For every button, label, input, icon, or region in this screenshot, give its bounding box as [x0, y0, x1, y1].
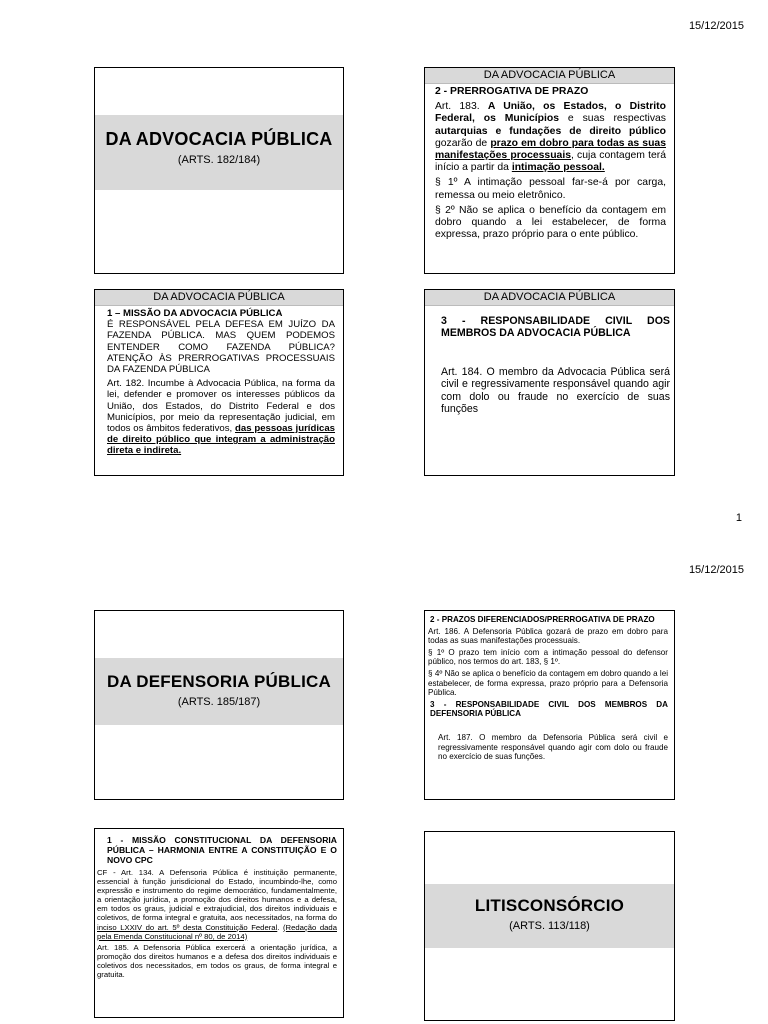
title-band [425, 884, 674, 948]
cf-redacao-link[interactable]: (Redação dada pela Emenda Constitucional nº 80, de 2014) [97, 922, 337, 941]
slide-defensoria-title [94, 610, 344, 800]
slide-advocacia-title [94, 67, 344, 274]
paragraph-1: § 1º O prazo tem início com a intimação pessoal do defensor público, nos termos do art. 183, § 1º. [428, 647, 668, 667]
page-number: 1 [735, 512, 742, 524]
title-band [95, 115, 343, 190]
slide-title: DA DEFENSORIA PÚBLICA [107, 672, 331, 691]
slide-litisconsorcio-title [424, 831, 675, 1021]
slide-responsabilidade-advocacia [424, 289, 675, 476]
slide-header: DA ADVOCACIA PÚBLICA [425, 290, 674, 306]
art-autarquias: autarquias e fundações de direito público [435, 125, 666, 137]
cf-art-134-text [97, 868, 337, 941]
slide-header: DA ADVOCACIA PÚBLICA [425, 68, 674, 84]
art-prazo-emphasis: prazo em dobro para todas as suas manifestações processuais [435, 137, 666, 162]
page-date: 15/12/2015 [688, 20, 744, 32]
art-184-text: Art. 184. O membro da Advocacia Pública será civil e regressivamente responsável quando agir com dolo ou fraude no exercício de suas funções [441, 365, 670, 416]
section-heading: 3 - RESPONSABILIDADE CIVIL DOS MEMBROS DA ADVOCACIA PÚBLICA [441, 315, 670, 340]
art-text: e suas respectivas [559, 113, 666, 125]
cf-text: CF - Art. 134. A Defensoria Pública é instituição permanente, essencial à função jurisdicional do Estado, incumbindo-lhe, como expressão e instrumento do regime democrático, fundamentalmente, a orientação jurídica, a promoção dos direitos humanos e a defesa, em todos os graus, judicial e extrajudicial, dos direitos individuais e coletivos, de forma integral e gratuita, aos necessitados, na forma do [97, 868, 337, 923]
slide-prazos-defensoria [424, 610, 675, 800]
slide-header: DA ADVOCACIA PÚBLICA [95, 290, 343, 306]
slide-title: DA ADVOCACIA PÚBLICA [105, 129, 333, 149]
art-183-text [435, 101, 666, 174]
slide-missao-advocacia [94, 289, 344, 476]
art-emphasis: das pessoas jurídicas de direito público que integram a administração direta e indireta. [107, 423, 336, 457]
slide-body [425, 611, 674, 762]
slide-subtitle: (ARTS. 185/187) [177, 696, 261, 708]
slide-body [425, 84, 674, 241]
slide-missao-defensoria [94, 828, 344, 1018]
cf-link[interactable]: inciso LXXIV do art. 5º desta Constituição Federal [97, 922, 278, 932]
slide-body [95, 829, 343, 979]
art-entities: A União, os Estados, o Distrito Federal, os Municípios [435, 101, 666, 125]
art-text: gozarão de [435, 137, 491, 149]
slide-body [425, 306, 674, 415]
paragraph-2: § 2º Não se aplica o benefício da contagem em dobro quando a lei estabelecer, de forma expressa, prazo próprio para o ente público. [435, 204, 666, 241]
art-185-text: Art. 185. A Defensoria Pública exercerá a orientação jurídica, a promoção dos direitos humanos e a defesa dos direitos individuais e coletivos dos necessitados, em todos os graus, de forma integral e gratuita. [97, 942, 337, 980]
art-text: , cuja contagem terá início a partir da [435, 150, 666, 174]
slide-title: LITISCONSÓRCIO [474, 896, 625, 915]
art-text: Art. 182. Incumbe à Advocacia Pública, na forma da lei, defender e promover os interesses públicos da União, dos Estados, do Distrito Federal e dos Municípios, por meio da representação judicial, em todos os âmbitos federativos, [107, 378, 335, 435]
paragraph-4: § 4º Não se aplica o benefício da contagem em dobro quando a lei estabelecer, de forma expressa, prazo próprio para a Defensoria Pública. [428, 668, 668, 698]
art-187-text: Art. 187. O membro da Defensoria Pública será civil e regressivamente responsável quando agir com dolo ou fraude no exercício de suas funções. [438, 732, 668, 762]
intro-text: É RESPONSÁVEL PELA DEFESA EM JUÍZO DA FAZENDA PÚBLICA. MAS QUEM PODEMOS ENTENDER COMO FAZENDA PÚBLICA? ATENÇÃO ÀS PRERROGATIVAS PROCESSUAIS DA FAZENDA PÚBLICA [107, 319, 335, 376]
art-182-text [107, 378, 335, 456]
art-prefix: Art. 183. [435, 101, 488, 113]
art-intimacao-emphasis: intimação pessoal. [511, 162, 605, 174]
section-heading: 1 – MISSÃO DA ADVOCACIA PÚBLICA [107, 308, 283, 319]
section-heading: 2 - PRAZOS DIFERENCIADOS/PRERROGATIVA DE PRAZO [430, 615, 655, 624]
paragraph-1: § 1º A intimação pessoal far-se-á por carga, remessa ou meio eletrônico. [435, 177, 666, 201]
section-heading: 2 - PRERROGATIVA DE PRAZO [435, 86, 589, 97]
slide-subtitle: (ARTS. 182/184) [177, 154, 261, 166]
slide-body [95, 306, 343, 457]
section-heading: 1 - MISSÃO CONSTITUCIONAL DA DEFENSORIA PÚBLICA – HARMONIA ENTRE A CONSTITUIÇÃO E O NOVO CPC [107, 835, 337, 865]
section-heading-3: 3 - RESPONSABILIDADE CIVIL DOS MEMBROS DA DEFENSORIA PÚBLICA [430, 699, 668, 719]
title-band [95, 658, 343, 725]
slide-prerrogativa-prazo [424, 67, 675, 274]
cf-separator: . [277, 922, 283, 932]
page-date: 15/12/2015 [688, 564, 744, 576]
art-186-text: Art. 186. A Defensoria Pública gozará de prazo em dobro para todas as suas manifestações processuais. [428, 626, 668, 646]
slide-subtitle: (ARTS. 113/118) [509, 920, 590, 932]
